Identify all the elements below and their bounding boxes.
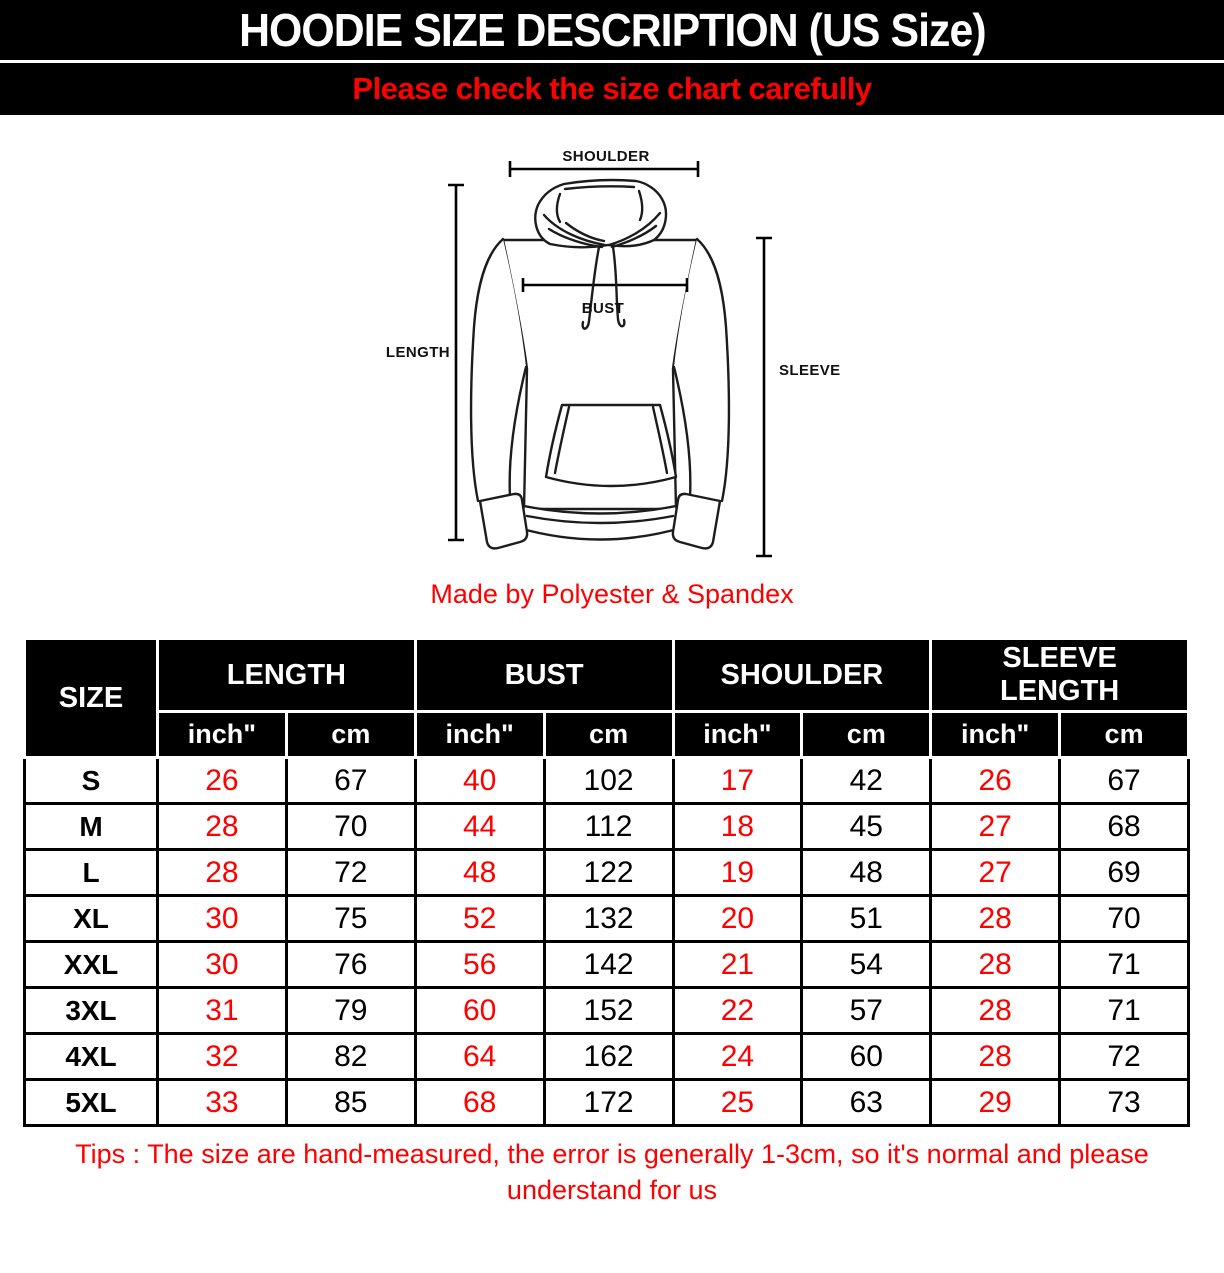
- unit-header-cm: cm: [1060, 712, 1189, 758]
- hoodie-measurement-diagram: [0, 115, 1224, 577]
- table-cell: 112: [544, 804, 673, 850]
- bust-label: BUST: [581, 300, 625, 317]
- table-cell: 28: [931, 1034, 1060, 1080]
- unit-header-inch: inch": [931, 712, 1060, 758]
- table-cell: 57: [802, 988, 931, 1034]
- unit-header-cm: cm: [802, 712, 931, 758]
- table-cell: 22: [673, 988, 802, 1034]
- table-row: [25, 1080, 1189, 1126]
- table-cell: 48: [415, 850, 544, 896]
- table-cell: 71: [1060, 988, 1189, 1034]
- table-cell: 24: [673, 1034, 802, 1080]
- table-row: [25, 942, 1189, 988]
- size-cell: XL: [25, 896, 158, 942]
- table-cell: 73: [1060, 1080, 1189, 1126]
- table-cell: 75: [286, 896, 415, 942]
- table-cell: 54: [802, 942, 931, 988]
- size-cell: 4XL: [25, 1034, 158, 1080]
- table-cell: 172: [544, 1080, 673, 1126]
- table-cell: 21: [673, 942, 802, 988]
- size-column-header: SIZE: [25, 639, 158, 758]
- table-cell: 44: [415, 804, 544, 850]
- table-row: [25, 804, 1189, 850]
- table-group-header-row: [25, 639, 1189, 712]
- table-cell: 26: [931, 758, 1060, 804]
- table-row: [25, 758, 1189, 804]
- table-cell: 68: [415, 1080, 544, 1126]
- table-cell: 76: [286, 942, 415, 988]
- unit-header-cm: cm: [286, 712, 415, 758]
- table-cell: 60: [802, 1034, 931, 1080]
- table-cell: 45: [802, 804, 931, 850]
- table-cell: 152: [544, 988, 673, 1034]
- size-cell: 3XL: [25, 988, 158, 1034]
- table-cell: 142: [544, 942, 673, 988]
- table-cell: 28: [931, 942, 1060, 988]
- table-cell: 32: [158, 1034, 287, 1080]
- table-cell: 51: [802, 896, 931, 942]
- sleeve-measure-line: [756, 238, 772, 556]
- table-cell: 28: [158, 850, 287, 896]
- table-cell: 48: [802, 850, 931, 896]
- table-row: [25, 1034, 1189, 1080]
- tips-line-1: Tips : The size are hand-measured, the error is generally 1-3cm, so it's normal and please: [75, 1139, 1149, 1169]
- size-chart-table: [23, 637, 1190, 1127]
- title-bar: [0, 0, 1224, 63]
- table-cell: 40: [415, 758, 544, 804]
- table-cell: 29: [931, 1080, 1060, 1126]
- table-cell: 27: [931, 850, 1060, 896]
- size-cell: XXL: [25, 942, 158, 988]
- size-cell: S: [25, 758, 158, 804]
- tips-note: [0, 1136, 1224, 1208]
- table-cell: 18: [673, 804, 802, 850]
- table-cell: 60: [415, 988, 544, 1034]
- table-row: [25, 988, 1189, 1034]
- subtitle-bar: [0, 63, 1224, 115]
- table-cell: 82: [286, 1034, 415, 1080]
- table-cell: 85: [286, 1080, 415, 1126]
- size-cell: M: [25, 804, 158, 850]
- length-group-header: LENGTH: [158, 639, 416, 712]
- table-cell: 20: [673, 896, 802, 942]
- table-cell: 69: [1060, 850, 1189, 896]
- unit-header-cm: cm: [544, 712, 673, 758]
- sleeve-length-group-header: SLEEVE LENGTH: [931, 639, 1189, 712]
- table-cell: 26: [158, 758, 287, 804]
- unit-header-inch: inch": [673, 712, 802, 758]
- table-cell: 17: [673, 758, 802, 804]
- table-cell: 25: [673, 1080, 802, 1126]
- table-cell: 27: [931, 804, 1060, 850]
- table-cell: 42: [802, 758, 931, 804]
- table-cell: 63: [802, 1080, 931, 1126]
- table-cell: 79: [286, 988, 415, 1034]
- table-cell: 68: [1060, 804, 1189, 850]
- material-note: Made by Polyester & Spandex: [430, 579, 794, 609]
- table-cell: 56: [415, 942, 544, 988]
- length-measure-line: [448, 185, 464, 540]
- length-label: LENGTH: [385, 344, 450, 361]
- table-cell: 162: [544, 1034, 673, 1080]
- left-cuff: [480, 494, 527, 549]
- tips-line-2: understand for us: [506, 1175, 718, 1205]
- table-cell: 30: [158, 942, 287, 988]
- table-unit-header-row: [25, 712, 1189, 758]
- table-cell: 67: [1060, 758, 1189, 804]
- table-cell: 28: [931, 896, 1060, 942]
- unit-header-inch: inch": [158, 712, 287, 758]
- size-cell: L: [25, 850, 158, 896]
- table-cell: 122: [544, 850, 673, 896]
- bust-group-header: BUST: [415, 639, 673, 712]
- table-cell: 71: [1060, 942, 1189, 988]
- size-cell: 5XL: [25, 1080, 158, 1126]
- table-cell: 70: [286, 804, 415, 850]
- table-cell: 52: [415, 896, 544, 942]
- table-cell: 30: [158, 896, 287, 942]
- table-cell: 72: [286, 850, 415, 896]
- shoulder-group-header: SHOULDER: [673, 639, 931, 712]
- table-cell: 72: [1060, 1034, 1189, 1080]
- page-title: HOODIE SIZE DESCRIPTION (US Size): [238, 4, 986, 56]
- table-cell: 28: [931, 988, 1060, 1034]
- table-row: [25, 850, 1189, 896]
- table-cell: 64: [415, 1034, 544, 1080]
- table-cell: 33: [158, 1080, 287, 1126]
- table-cell: 31: [158, 988, 287, 1034]
- table-cell: 28: [158, 804, 287, 850]
- table-cell: 67: [286, 758, 415, 804]
- hood-outline: [535, 180, 666, 247]
- table-cell: 102: [544, 758, 673, 804]
- unit-header-inch: inch": [415, 712, 544, 758]
- table-cell: 132: [544, 896, 673, 942]
- table-cell: 70: [1060, 896, 1189, 942]
- shoulder-label: SHOULDER: [562, 148, 650, 165]
- table-cell: 19: [673, 850, 802, 896]
- sleeve-label: SLEEVE: [779, 362, 841, 379]
- table-row: [25, 896, 1189, 942]
- right-cuff: [673, 494, 720, 549]
- subtitle-warning: Please check the size chart carefully: [352, 71, 872, 106]
